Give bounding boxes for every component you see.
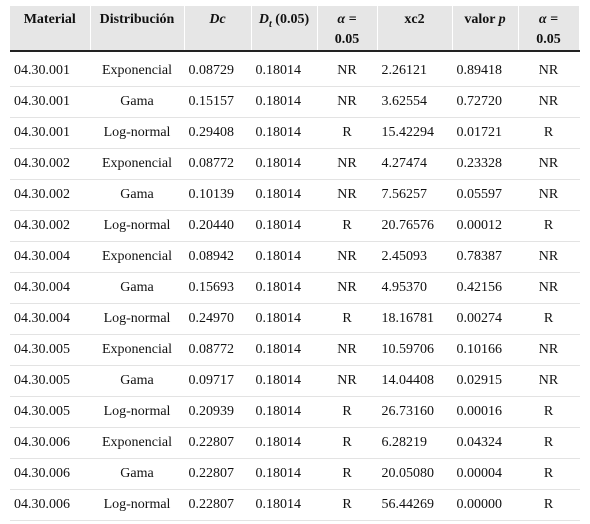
cell-dt: 0.18014 (251, 272, 317, 303)
header-alpha-2 (518, 6, 579, 51)
cell-valor-p: 0.02915 (452, 365, 518, 396)
table-row (10, 210, 579, 241)
cell-valor-p: 0.00274 (452, 303, 518, 334)
cell-dc: 0.29408 (184, 117, 251, 148)
cell-xc2: 14.04408 (377, 365, 452, 396)
cell-alpha-1: NR (317, 148, 377, 179)
cell-distribucion: Log-normal (90, 396, 184, 427)
cell-alpha-1: NR (317, 365, 377, 396)
header-valor-p (452, 6, 518, 51)
table-row (10, 458, 579, 489)
table-header (10, 6, 579, 51)
cell-distribucion: Log-normal (90, 489, 184, 520)
cell-dt: 0.18014 (251, 365, 317, 396)
cell-material: 04.30.002 (10, 210, 90, 241)
cell-alpha-2: NR (518, 148, 579, 179)
table-row (10, 489, 579, 520)
table-row (10, 334, 579, 365)
table-row (10, 427, 579, 458)
header-row (10, 6, 579, 51)
cell-dc: 0.22807 (184, 427, 251, 458)
cell-dt: 0.18014 (251, 179, 317, 210)
cell-alpha-2: R (518, 427, 579, 458)
cell-material: 04.30.001 (10, 51, 90, 86)
cell-distribucion: Gama (90, 458, 184, 489)
cell-dt: 0.18014 (251, 303, 317, 334)
cell-alpha-2: R (518, 303, 579, 334)
cell-xc2: 4.27474 (377, 148, 452, 179)
cell-dt: 0.18014 (251, 148, 317, 179)
cell-distribucion: Exponencial (90, 427, 184, 458)
cell-material: 04.30.006 (10, 427, 90, 458)
header-alpha-1-value: 0.05 (334, 32, 360, 47)
cell-distribucion: Log-normal (90, 117, 184, 148)
cell-alpha-2: NR (518, 179, 579, 210)
cell-material: 04.30.002 (10, 148, 90, 179)
cell-alpha-1: R (317, 489, 377, 520)
cell-dc: 0.15157 (184, 86, 251, 117)
cell-dt: 0.18014 (251, 241, 317, 272)
cell-dt: 0.18014 (251, 458, 317, 489)
cell-distribucion: Exponencial (90, 334, 184, 365)
header-dt-suffix: (0.05) (271, 12, 310, 27)
cell-dc: 0.20939 (184, 396, 251, 427)
cell-valor-p: 0.04324 (452, 427, 518, 458)
cell-valor-p: 0.72720 (452, 86, 518, 117)
cell-xc2: 4.95370 (377, 272, 452, 303)
cell-alpha-1: NR (317, 51, 377, 86)
cell-material: 04.30.004 (10, 241, 90, 272)
table-row (10, 51, 579, 86)
cell-alpha-1: R (317, 117, 377, 148)
cell-xc2: 56.44269 (377, 489, 452, 520)
cell-distribucion: Exponencial (90, 148, 184, 179)
cell-material: 04.30.005 (10, 396, 90, 427)
cell-xc2: 7.56257 (377, 179, 452, 210)
cell-alpha-2: NR (518, 272, 579, 303)
cell-alpha-1: NR (317, 241, 377, 272)
cell-alpha-2: R (518, 210, 579, 241)
cell-alpha-2: NR (518, 51, 579, 86)
cell-dt: 0.18014 (251, 427, 317, 458)
table-row (10, 148, 579, 179)
cell-xc2: 6.28219 (377, 427, 452, 458)
cell-dc: 0.20440 (184, 210, 251, 241)
header-alpha-2-label: α = (538, 12, 559, 27)
cell-alpha-1: NR (317, 334, 377, 365)
cell-alpha-2: NR (518, 334, 579, 365)
cell-material: 04.30.004 (10, 303, 90, 334)
cell-alpha-1: R (317, 210, 377, 241)
cell-dc: 0.08942 (184, 241, 251, 272)
header-alpha-1-label: α = (337, 12, 357, 27)
cell-dt: 0.18014 (251, 117, 317, 148)
cell-dt: 0.18014 (251, 210, 317, 241)
cell-valor-p: 0.78387 (452, 241, 518, 272)
cell-material: 04.30.005 (10, 365, 90, 396)
cell-distribucion: Log-normal (90, 303, 184, 334)
cell-alpha-2: R (518, 489, 579, 520)
cell-distribucion: Log-normal (90, 210, 184, 241)
cell-distribucion: Gama (90, 179, 184, 210)
cell-alpha-2: NR (518, 241, 579, 272)
cell-valor-p: 0.10166 (452, 334, 518, 365)
cell-valor-p: 0.00004 (452, 458, 518, 489)
cell-distribucion: Exponencial (90, 51, 184, 86)
cell-valor-p: 0.00016 (452, 396, 518, 427)
cell-dt: 0.18014 (251, 86, 317, 117)
cell-dc: 0.08772 (184, 334, 251, 365)
table-row (10, 241, 579, 272)
header-xc2: xc2 (377, 6, 452, 51)
header-alpha-1 (317, 6, 377, 51)
header-valor-p-text: valor (464, 12, 499, 27)
table-row (10, 272, 579, 303)
cell-valor-p: 0.00012 (452, 210, 518, 241)
cell-xc2: 20.76576 (377, 210, 452, 241)
cell-dt: 0.18014 (251, 334, 317, 365)
table-row (10, 86, 579, 117)
cell-xc2: 2.26121 (377, 51, 452, 86)
header-dt-sub: t (269, 18, 272, 30)
cell-distribucion: Gama (90, 272, 184, 303)
cell-xc2: 20.05080 (377, 458, 452, 489)
cell-valor-p: 0.89418 (452, 51, 518, 86)
cell-distribucion: Gama (90, 86, 184, 117)
cell-alpha-2: R (518, 117, 579, 148)
cell-dc: 0.22807 (184, 458, 251, 489)
header-material: Material (10, 6, 90, 51)
cell-dt: 0.18014 (251, 489, 317, 520)
cell-dc: 0.22807 (184, 489, 251, 520)
header-dt-main: D (258, 12, 269, 27)
cell-material: 04.30.005 (10, 334, 90, 365)
cell-alpha-2: R (518, 396, 579, 427)
cell-material: 04.30.001 (10, 86, 90, 117)
header-dt (251, 6, 317, 51)
cell-material: 04.30.002 (10, 179, 90, 210)
cell-material: 04.30.001 (10, 117, 90, 148)
cell-xc2: 10.59706 (377, 334, 452, 365)
cell-alpha-1: R (317, 303, 377, 334)
cell-alpha-1: NR (317, 86, 377, 117)
header-dc: Dc (184, 6, 251, 51)
cell-dc: 0.24970 (184, 303, 251, 334)
cell-valor-p: 0.23328 (452, 148, 518, 179)
table-row (10, 365, 579, 396)
header-distribucion: Distribución (90, 6, 184, 51)
header-alpha-2-value: 0.05 (536, 32, 561, 47)
cell-material: 04.30.004 (10, 272, 90, 303)
cell-dt: 0.18014 (251, 396, 317, 427)
cell-dc: 0.10139 (184, 179, 251, 210)
cell-dc: 0.15693 (184, 272, 251, 303)
cell-xc2: 26.73160 (377, 396, 452, 427)
cell-alpha-1: R (317, 458, 377, 489)
cell-alpha-2: NR (518, 365, 579, 396)
cell-dc: 0.08729 (184, 51, 251, 86)
header-valor-p-italic: p (498, 12, 506, 27)
cell-alpha-1: R (317, 427, 377, 458)
cell-valor-p: 0.42156 (452, 272, 518, 303)
cell-xc2: 3.62554 (377, 86, 452, 117)
cell-alpha-2: R (518, 458, 579, 489)
cell-alpha-1: NR (317, 272, 377, 303)
cell-dt: 0.18014 (251, 51, 317, 86)
cell-alpha-2: NR (518, 86, 579, 117)
cell-distribucion: Exponencial (90, 241, 184, 272)
table-body (10, 51, 579, 520)
cell-dc: 0.08772 (184, 148, 251, 179)
cell-material: 04.30.006 (10, 458, 90, 489)
cell-valor-p: 0.01721 (452, 117, 518, 148)
cell-material: 04.30.006 (10, 489, 90, 520)
cell-valor-p: 0.05597 (452, 179, 518, 210)
cell-alpha-1: R (317, 396, 377, 427)
cell-distribucion: Gama (90, 365, 184, 396)
cell-xc2: 15.42294 (377, 117, 452, 148)
table-row (10, 303, 579, 334)
cell-xc2: 2.45093 (377, 241, 452, 272)
cell-alpha-1: NR (317, 179, 377, 210)
cell-xc2: 18.16781 (377, 303, 452, 334)
table-row (10, 396, 579, 427)
table-row (10, 179, 579, 210)
cell-valor-p: 0.00000 (452, 489, 518, 520)
table-row (10, 117, 579, 148)
cell-dc: 0.09717 (184, 365, 251, 396)
results-table (10, 6, 580, 521)
